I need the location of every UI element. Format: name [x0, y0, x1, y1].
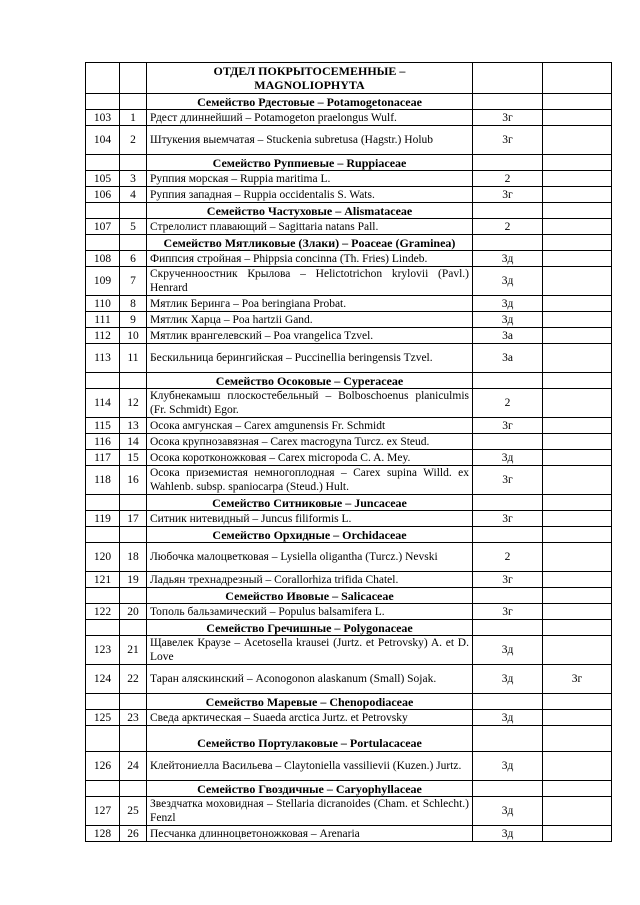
- family-row: [86, 495, 612, 511]
- blank-cell: [120, 63, 147, 94]
- species-name: Руппия морская – Ruppia maritima L.: [147, 171, 473, 187]
- species-row: [86, 636, 612, 665]
- status-category-secondary: [543, 219, 612, 235]
- status-category-secondary: [543, 572, 612, 588]
- row-number: 121: [86, 572, 120, 588]
- blank-cell: [473, 620, 543, 636]
- blank-cell: [473, 588, 543, 604]
- status-category-secondary: [543, 466, 612, 495]
- blank-cell: [86, 527, 120, 543]
- species-row: [86, 328, 612, 344]
- status-category-secondary: [543, 604, 612, 620]
- family-row: [86, 235, 612, 251]
- row-number: 116: [86, 434, 120, 450]
- species-index: 19: [120, 572, 147, 588]
- status-category: 2: [473, 219, 543, 235]
- family-name: Семейство Портулаковые – Portulacaceae: [147, 726, 473, 752]
- row-number: 108: [86, 251, 120, 267]
- species-index: 11: [120, 344, 147, 373]
- blank-cell: [543, 63, 612, 94]
- status-category: 3д: [473, 450, 543, 466]
- species-row: [86, 296, 612, 312]
- status-category-secondary: [543, 312, 612, 328]
- species-name: Фиппсия стройная – Phippsia concinna (Th. Fries) Lindeb.: [147, 251, 473, 267]
- family-name: Семейство Ивовые – Salicaceae: [147, 588, 473, 604]
- species-index: 16: [120, 466, 147, 495]
- species-index: 14: [120, 434, 147, 450]
- blank-cell: [473, 94, 543, 110]
- status-category-secondary: 3г: [543, 665, 612, 694]
- species-name: Мятлик Харца – Poa hartzii Gand.: [147, 312, 473, 328]
- species-index: 24: [120, 752, 147, 781]
- species-row: [86, 110, 612, 126]
- row-number: 105: [86, 171, 120, 187]
- row-number: 103: [86, 110, 120, 126]
- species-row: [86, 187, 612, 203]
- blank-cell: [473, 781, 543, 797]
- species-index: 10: [120, 328, 147, 344]
- species-name: Звездчатка моховидная – Stellaria dicranoides (Cham. et Schlecht.) Fenzl: [147, 797, 473, 826]
- row-number: 123: [86, 636, 120, 665]
- row-number: 122: [86, 604, 120, 620]
- status-category-secondary: [543, 110, 612, 126]
- status-category: 2: [473, 389, 543, 418]
- status-category-secondary: [543, 296, 612, 312]
- blank-cell: [86, 588, 120, 604]
- blank-cell: [120, 373, 147, 389]
- blank-cell: [473, 155, 543, 171]
- family-name: Семейство Гвоздичные – Caryophyllaceae: [147, 781, 473, 797]
- row-number: 107: [86, 219, 120, 235]
- family-name: Семейство Осоковые – Cyperaceae: [147, 373, 473, 389]
- division-title-line2: MAGNOLIOPHYTA: [254, 78, 365, 92]
- division-title: [147, 63, 473, 94]
- row-number: 115: [86, 418, 120, 434]
- family-row: [86, 726, 612, 752]
- blank-cell: [86, 155, 120, 171]
- row-number: 110: [86, 296, 120, 312]
- blank-cell: [86, 620, 120, 636]
- species-table: [85, 62, 612, 842]
- blank-cell: [120, 155, 147, 171]
- row-number: 117: [86, 450, 120, 466]
- blank-cell: [473, 726, 543, 752]
- species-name: Ситник нитевидный – Juncus filiformis L.: [147, 511, 473, 527]
- species-name: Осока амгунская – Carex amgunensis Fr. Schmidt: [147, 418, 473, 434]
- status-category: 3г: [473, 110, 543, 126]
- status-category: 3д: [473, 752, 543, 781]
- blank-cell: [86, 63, 120, 94]
- row-number: 113: [86, 344, 120, 373]
- status-category-secondary: [543, 171, 612, 187]
- blank-cell: [543, 694, 612, 710]
- status-category-secondary: [543, 826, 612, 842]
- species-index: 7: [120, 267, 147, 296]
- status-category-secondary: [543, 752, 612, 781]
- blank-cell: [120, 588, 147, 604]
- blank-cell: [543, 155, 612, 171]
- species-name: Бескильница берингийская – Puccinellia beringensis Tzvel.: [147, 344, 473, 373]
- row-number: 126: [86, 752, 120, 781]
- family-name: Семейство Мятликовые (Злаки) – Poaceae (Graminea): [147, 235, 473, 251]
- blank-cell: [120, 694, 147, 710]
- status-category: 3д: [473, 296, 543, 312]
- blank-cell: [473, 373, 543, 389]
- family-row: [86, 373, 612, 389]
- family-name: Семейство Гречишные – Polygonaceae: [147, 620, 473, 636]
- family-name: Семейство Частуховые – Alismataceae: [147, 203, 473, 219]
- blank-cell: [120, 495, 147, 511]
- status-category: 3д: [473, 797, 543, 826]
- family-row: [86, 694, 612, 710]
- status-category: 3а: [473, 328, 543, 344]
- species-index: 1: [120, 110, 147, 126]
- row-number: 127: [86, 797, 120, 826]
- blank-cell: [120, 620, 147, 636]
- species-index: 3: [120, 171, 147, 187]
- blank-cell: [543, 527, 612, 543]
- species-name: Мятлик Беринга – Poa beringiana Probat.: [147, 296, 473, 312]
- division-header-row: [86, 63, 612, 94]
- status-category: 3г: [473, 511, 543, 527]
- species-index: 17: [120, 511, 147, 527]
- species-name: Щавелек Краузе – Acetosella krausei (Jurtz. et Petrovsky) A. et D. Love: [147, 636, 473, 665]
- species-row: [86, 126, 612, 155]
- row-number: 119: [86, 511, 120, 527]
- row-number: 125: [86, 710, 120, 726]
- row-number: 109: [86, 267, 120, 296]
- status-category-secondary: [543, 389, 612, 418]
- row-number: 112: [86, 328, 120, 344]
- status-category-secondary: [543, 344, 612, 373]
- species-name: Клейтониелла Васильева – Claytoniella vassilievii (Kuzen.) Jurtz.: [147, 752, 473, 781]
- status-category: 3д: [473, 826, 543, 842]
- blank-cell: [473, 527, 543, 543]
- species-row: [86, 171, 612, 187]
- species-name: Клубнекамыш плоскостебельный – Bolboschoenus planiculmis (Fr. Schmidt) Egor.: [147, 389, 473, 418]
- family-row: [86, 781, 612, 797]
- species-row: [86, 826, 612, 842]
- species-index: 13: [120, 418, 147, 434]
- row-number: 104: [86, 126, 120, 155]
- status-category: 2: [473, 171, 543, 187]
- species-row: [86, 389, 612, 418]
- species-index: 8: [120, 296, 147, 312]
- family-name: Семейство Орхидные – Orchidaceae: [147, 527, 473, 543]
- species-name: Песчанка длинноцветоножковая – Arenaria: [147, 826, 473, 842]
- blank-cell: [120, 235, 147, 251]
- species-row: [86, 572, 612, 588]
- blank-cell: [473, 63, 543, 94]
- division-title-line1: ОТДЕЛ ПОКРЫТОСЕМЕННЫЕ –: [213, 64, 406, 78]
- species-name: Таран аляскинский – Aconogonon alaskanum (Small) Sojak.: [147, 665, 473, 694]
- blank-cell: [543, 373, 612, 389]
- blank-cell: [543, 495, 612, 511]
- blank-cell: [543, 235, 612, 251]
- species-row: [86, 511, 612, 527]
- species-name: Рдест длиннейший – Potamogeton praelongus Wulf.: [147, 110, 473, 126]
- species-index: 15: [120, 450, 147, 466]
- species-index: 23: [120, 710, 147, 726]
- species-name: Осока коротконожковая – Carex micropoda C. A. Mey.: [147, 450, 473, 466]
- species-index: 20: [120, 604, 147, 620]
- species-row: [86, 267, 612, 296]
- species-row: [86, 543, 612, 572]
- blank-cell: [120, 527, 147, 543]
- status-category-secondary: [543, 434, 612, 450]
- species-row: [86, 251, 612, 267]
- species-row: [86, 344, 612, 373]
- species-row: [86, 752, 612, 781]
- species-name: Ладьян трехнадрезный – Corallorhiza trifida Chatel.: [147, 572, 473, 588]
- species-row: [86, 466, 612, 495]
- status-category: 2: [473, 543, 543, 572]
- row-number: 128: [86, 826, 120, 842]
- row-number: 106: [86, 187, 120, 203]
- species-name: Осока крупнозавязная – Carex macrogyna Turcz. ex Steud.: [147, 434, 473, 450]
- family-name: Семейство Маревые – Chenopodiaceae: [147, 694, 473, 710]
- species-row: [86, 418, 612, 434]
- status-category: 3г: [473, 604, 543, 620]
- species-name: Тополь бальзамический – Populus balsamifera L.: [147, 604, 473, 620]
- family-row: [86, 527, 612, 543]
- family-row: [86, 203, 612, 219]
- species-table-body: [86, 63, 612, 842]
- status-category-secondary: [543, 797, 612, 826]
- species-name: Стрелолист плавающий – Sagittaria natans Pall.: [147, 219, 473, 235]
- blank-cell: [543, 726, 612, 752]
- blank-cell: [86, 781, 120, 797]
- species-row: [86, 450, 612, 466]
- row-number: 124: [86, 665, 120, 694]
- species-name: Сведа арктическая – Suaeda arctica Jurtz. et Petrovsky: [147, 710, 473, 726]
- status-category: 3г: [473, 418, 543, 434]
- status-category-secondary: [543, 543, 612, 572]
- blank-cell: [86, 94, 120, 110]
- status-category-secondary: [543, 418, 612, 434]
- species-row: [86, 710, 612, 726]
- status-category: 3г: [473, 466, 543, 495]
- species-index: 22: [120, 665, 147, 694]
- status-category: [473, 434, 543, 450]
- blank-cell: [86, 373, 120, 389]
- species-index: 9: [120, 312, 147, 328]
- species-index: 25: [120, 797, 147, 826]
- blank-cell: [86, 694, 120, 710]
- species-row: [86, 604, 612, 620]
- species-index: 4: [120, 187, 147, 203]
- species-row: [86, 797, 612, 826]
- species-index: 5: [120, 219, 147, 235]
- family-row: [86, 94, 612, 110]
- status-category-secondary: [543, 710, 612, 726]
- species-name: Мятлик врангелевский – Poa vrangelica Tzvel.: [147, 328, 473, 344]
- status-category: 3д: [473, 312, 543, 328]
- status-category: 3г: [473, 126, 543, 155]
- blank-cell: [473, 235, 543, 251]
- family-name: Семейство Рдестовые – Potamogetonaceae: [147, 94, 473, 110]
- status-category: 3д: [473, 251, 543, 267]
- blank-cell: [473, 694, 543, 710]
- status-category: 3г: [473, 572, 543, 588]
- species-name: Осока приземистая немногоплодная – Carex supina Willd. ex Wahlenb. subsp. spaniocarpa (Steud.) Hult.: [147, 466, 473, 495]
- status-category-secondary: [543, 511, 612, 527]
- species-row: [86, 312, 612, 328]
- blank-cell: [120, 726, 147, 752]
- row-number: 114: [86, 389, 120, 418]
- species-index: 26: [120, 826, 147, 842]
- species-index: 6: [120, 251, 147, 267]
- blank-cell: [543, 781, 612, 797]
- species-index: 2: [120, 126, 147, 155]
- status-category-secondary: [543, 450, 612, 466]
- status-category-secondary: [543, 267, 612, 296]
- status-category-secondary: [543, 328, 612, 344]
- blank-cell: [86, 495, 120, 511]
- family-name: Семейство Ситниковые – Juncaceae: [147, 495, 473, 511]
- blank-cell: [120, 203, 147, 219]
- family-name: Семейство Руппиевые – Ruppiaceae: [147, 155, 473, 171]
- species-row: [86, 434, 612, 450]
- blank-cell: [543, 588, 612, 604]
- species-index: 12: [120, 389, 147, 418]
- blank-cell: [543, 620, 612, 636]
- status-category-secondary: [543, 636, 612, 665]
- blank-cell: [543, 94, 612, 110]
- row-number: 118: [86, 466, 120, 495]
- blank-cell: [120, 781, 147, 797]
- row-number: 120: [86, 543, 120, 572]
- status-category: 3г: [473, 187, 543, 203]
- family-row: [86, 620, 612, 636]
- species-name: Любочка малоцветковая – Lysiella oligantha (Turcz.) Nevski: [147, 543, 473, 572]
- status-category: 3д: [473, 636, 543, 665]
- status-category-secondary: [543, 251, 612, 267]
- status-category: 3д: [473, 267, 543, 296]
- row-number: 111: [86, 312, 120, 328]
- species-name: Штукения выемчатая – Stuckenia subretusa (Hagstr.) Holub: [147, 126, 473, 155]
- status-category: 3д: [473, 665, 543, 694]
- blank-cell: [86, 235, 120, 251]
- status-category: 3д: [473, 710, 543, 726]
- species-name: Руппия западная – Ruppia occidentalis S. Wats.: [147, 187, 473, 203]
- blank-cell: [473, 203, 543, 219]
- species-index: 18: [120, 543, 147, 572]
- blank-cell: [543, 203, 612, 219]
- species-row: [86, 219, 612, 235]
- family-row: [86, 588, 612, 604]
- species-row: [86, 665, 612, 694]
- blank-cell: [86, 726, 120, 752]
- species-index: 21: [120, 636, 147, 665]
- family-row: [86, 155, 612, 171]
- blank-cell: [120, 94, 147, 110]
- status-category: 3а: [473, 344, 543, 373]
- species-name: Скрученноостник Крылова – Helictotrichon krylovii (Pavl.) Henrard: [147, 267, 473, 296]
- blank-cell: [473, 495, 543, 511]
- status-category-secondary: [543, 126, 612, 155]
- status-category-secondary: [543, 187, 612, 203]
- blank-cell: [86, 203, 120, 219]
